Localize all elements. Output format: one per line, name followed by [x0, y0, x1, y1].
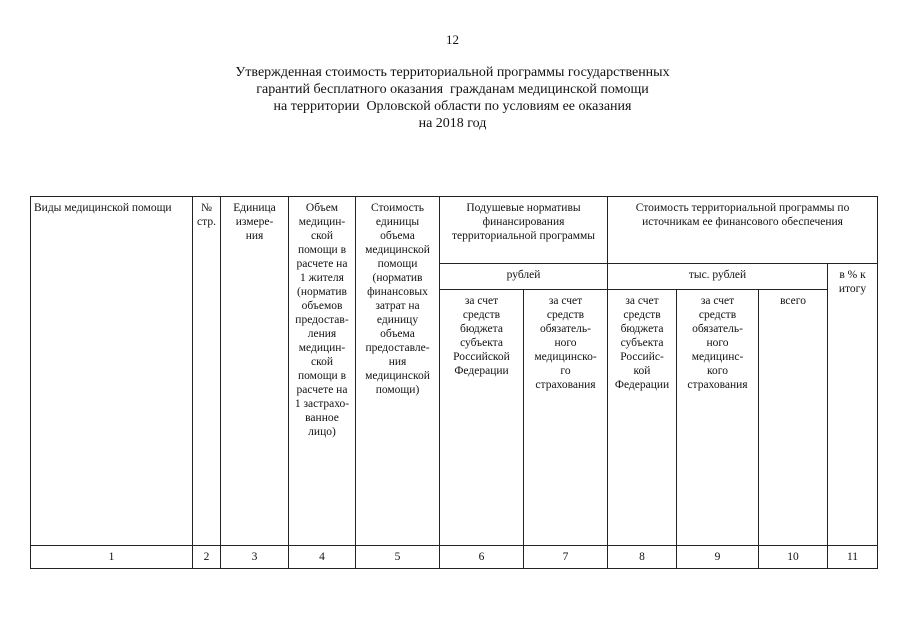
- header-unit: Единица измере- ния: [221, 197, 289, 546]
- header-percent-total: в % к итогу: [828, 264, 878, 546]
- page-number: 12: [446, 32, 459, 47]
- column-number: 9: [677, 546, 759, 569]
- title-line: на 2018 год: [418, 116, 487, 131]
- column-number: 3: [221, 546, 289, 569]
- column-number: 2: [193, 546, 221, 569]
- header-volume: Объем медицин- ской помощи в расчете на 1 жителя (норматив объемов предостав- ления медицин- ской помощи в расчете на 1 застрахо- ванное лицо): [289, 197, 356, 546]
- column-number: 8: [608, 546, 677, 569]
- cost-table: [30, 196, 878, 569]
- title-line: Утвержденная стоимость территориальной программы государственных: [235, 65, 670, 80]
- header-program-cost-group: Стоимость территориальной программы по источникам ее финансового обеспечения: [608, 197, 878, 264]
- header-unit-thousand-rubles: тыс. рублей: [608, 264, 828, 290]
- column-number: 10: [759, 546, 828, 569]
- column-number: 1: [31, 546, 193, 569]
- column-number: 11: [828, 546, 878, 569]
- column-number: 5: [356, 546, 440, 569]
- header-care-types: Виды медицинской помощи: [31, 197, 193, 546]
- header-total: всего: [759, 290, 828, 546]
- header-per-capita-group: Подушевые нормативы финансирования территориальной программы: [440, 197, 608, 264]
- column-number: 7: [524, 546, 608, 569]
- header-row-number: № стр.: [193, 197, 221, 546]
- header-budget-rub: за счет средств бюджета субъекта Российской Федерации: [440, 290, 524, 546]
- header-insurance-thousand: за счет средств обязатель- ного медицинс- кого страхования: [677, 290, 759, 546]
- document-title: [0, 64, 905, 132]
- title-line: на территории Орловской области по условиям ее оказания: [273, 99, 632, 114]
- column-number: 4: [289, 546, 356, 569]
- header-budget-thousand: за счет средств бюджета субъекта Российс- кой Федерации: [608, 290, 677, 546]
- header-unit-cost: Стоимость единицы объема медицинской помощи (норматив финансовых затрат на единицу объема предоставле- ния медицинской помощи): [356, 197, 440, 546]
- title-line: гарантий бесплатного оказания гражданам медицинской помощи: [256, 82, 649, 97]
- header-unit-rubles: рублей: [440, 264, 608, 290]
- column-number: 6: [440, 546, 524, 569]
- header-insurance-rub: за счет средств обязатель- ного медицинско- го страхования: [524, 290, 608, 546]
